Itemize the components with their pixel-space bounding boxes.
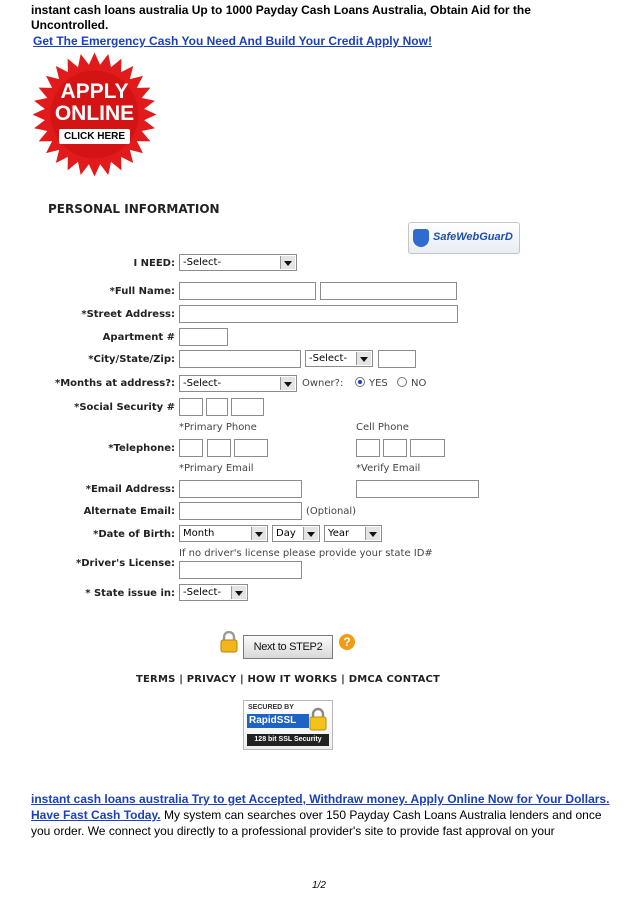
state-select[interactable] (305, 350, 373, 367)
zip-input[interactable] (378, 350, 416, 368)
last-name-input[interactable] (320, 282, 457, 300)
primary-phone-prefix-input[interactable] (207, 439, 231, 457)
city-input[interactable] (179, 350, 301, 368)
dob-month-select[interactable] (179, 525, 268, 542)
need-select-value: -Select- (183, 257, 222, 268)
license-label: *Driver's License: (76, 558, 175, 569)
chevron-down-icon (365, 527, 380, 540)
ssl-rapidssl: RapidSSL (247, 714, 309, 728)
chevron-down-icon (356, 352, 371, 365)
need-select[interactable] (179, 254, 297, 271)
page-title: instant cash loans australia Up to 1000 Payday Cash Loans Australia, Obtain Aid for the Uncontrolled. (31, 3, 531, 32)
first-name-input[interactable] (179, 282, 316, 300)
ssn-part2-input[interactable] (206, 398, 228, 416)
page-number: 1/2 (312, 880, 326, 891)
shield-icon (413, 229, 429, 247)
bottom-paragraph (31, 791, 616, 839)
padlock-icon (308, 707, 328, 731)
no-label: NO (411, 378, 427, 389)
footer-separator: | (337, 674, 349, 685)
cell-phone-prefix-input[interactable] (383, 439, 407, 457)
apply-online-badge[interactable] (31, 51, 158, 178)
owner-no-radio[interactable] (397, 377, 407, 387)
privacy-link[interactable]: PRIVACY (186, 674, 237, 685)
state-issue-value: -Select- (183, 587, 222, 598)
dob-month-value: Month (183, 528, 215, 539)
dob-label: *Date of Birth: (93, 529, 175, 540)
verify-email-input[interactable] (356, 480, 479, 498)
email-label: *Email Address: (85, 484, 175, 495)
ssl-128bit: 128 bit SSL Security (247, 734, 329, 746)
cell-phone-area-input[interactable] (356, 439, 380, 457)
apartment-label: Apartment # (102, 332, 175, 343)
verify-email-label: *Verify Email (356, 463, 421, 474)
dmca-contact-link[interactable]: DMCA CONTACT (348, 674, 441, 685)
footer-separator: | (175, 674, 187, 685)
ssn-label: *Social Security # (74, 402, 175, 413)
months-select[interactable] (179, 375, 297, 392)
need-label: I NEED: (133, 258, 175, 269)
state-issue-label: * State issue in: (85, 588, 175, 599)
chevron-down-icon (231, 586, 246, 599)
click-here-label: CLICK HERE (59, 129, 130, 144)
next-step-button[interactable]: Next to STEP2 (243, 635, 333, 659)
safewebguard-badge (408, 222, 520, 254)
bottom-body-text: My system can searches over 150 Payday Cash Loans Australia lenders and once you order. We connect you directly to a professional provider's site to provide fast approval on your (31, 808, 602, 838)
owner-yes-radio[interactable] (355, 377, 365, 387)
chevron-down-icon (280, 377, 295, 390)
months-label: *Months at address?: (55, 378, 175, 389)
owner-label: Owner?: (302, 378, 344, 389)
ssn-part3-input[interactable] (231, 398, 264, 416)
badge-line-apply: APPLY (60, 80, 129, 103)
terms-link[interactable]: TERMS (136, 674, 176, 685)
cell-phone-line-input[interactable] (410, 439, 445, 457)
state-issue-select[interactable] (179, 584, 248, 601)
rapidssl-badge (243, 700, 333, 750)
safewebguard-text: SafeWebGuarD (433, 231, 513, 243)
form-heading: PERSONAL INFORMATION (48, 202, 220, 216)
license-input[interactable] (179, 561, 302, 579)
dob-year-value: Year (328, 528, 350, 539)
primary-phone-label: *Primary Phone (179, 422, 257, 433)
ssn-part1-input[interactable] (179, 398, 203, 416)
street-label: *Street Address: (81, 309, 175, 320)
alt-email-input[interactable] (179, 502, 302, 520)
lock-icon (220, 631, 238, 653)
badge-line-online: ONLINE (54, 102, 135, 125)
bottom-inline-link[interactable]: instant cash loans australia Try to get Accepted, Withdraw money. Apply Online Now for Your Dollars. Have Fast Cash Today. (31, 792, 610, 822)
months-select-value: -Select- (183, 378, 222, 389)
footer-separator: | (236, 674, 248, 685)
dob-day-select[interactable] (272, 525, 320, 542)
dob-year-select[interactable] (324, 525, 382, 542)
telephone-label: *Telephone: (108, 443, 175, 454)
city-label: *City/State/Zip: (88, 354, 175, 365)
how-it-works-link[interactable]: HOW IT WORKS (247, 674, 338, 685)
primary-phone-line-input[interactable] (234, 439, 268, 457)
ssl-secured-by: SECURED BY (248, 704, 294, 711)
state-select-value: -Select- (309, 353, 348, 364)
full-name-label: *Full Name: (109, 286, 175, 297)
email-input[interactable] (179, 480, 302, 498)
apply-now-link[interactable]: Get The Emergency Cash You Need And Build Your Credit Apply Now! (33, 34, 432, 48)
primary-email-label: *Primary Email (179, 463, 254, 474)
dob-day-value: Day (276, 528, 296, 539)
chevron-down-icon (251, 527, 266, 540)
cell-phone-label: Cell Phone (356, 422, 409, 433)
chevron-down-icon (280, 256, 295, 269)
help-icon[interactable]: ? (339, 634, 355, 650)
license-hint: If no driver's license please provide your state ID# (179, 548, 433, 559)
apartment-input[interactable] (179, 328, 228, 346)
street-input[interactable] (179, 305, 458, 323)
footer-links (136, 674, 440, 685)
primary-phone-area-input[interactable] (179, 439, 203, 457)
chevron-down-icon (303, 527, 318, 540)
yes-label: YES (369, 378, 388, 389)
optional-label: (Optional) (306, 506, 357, 517)
alt-email-label: Alternate Email: (83, 506, 175, 517)
